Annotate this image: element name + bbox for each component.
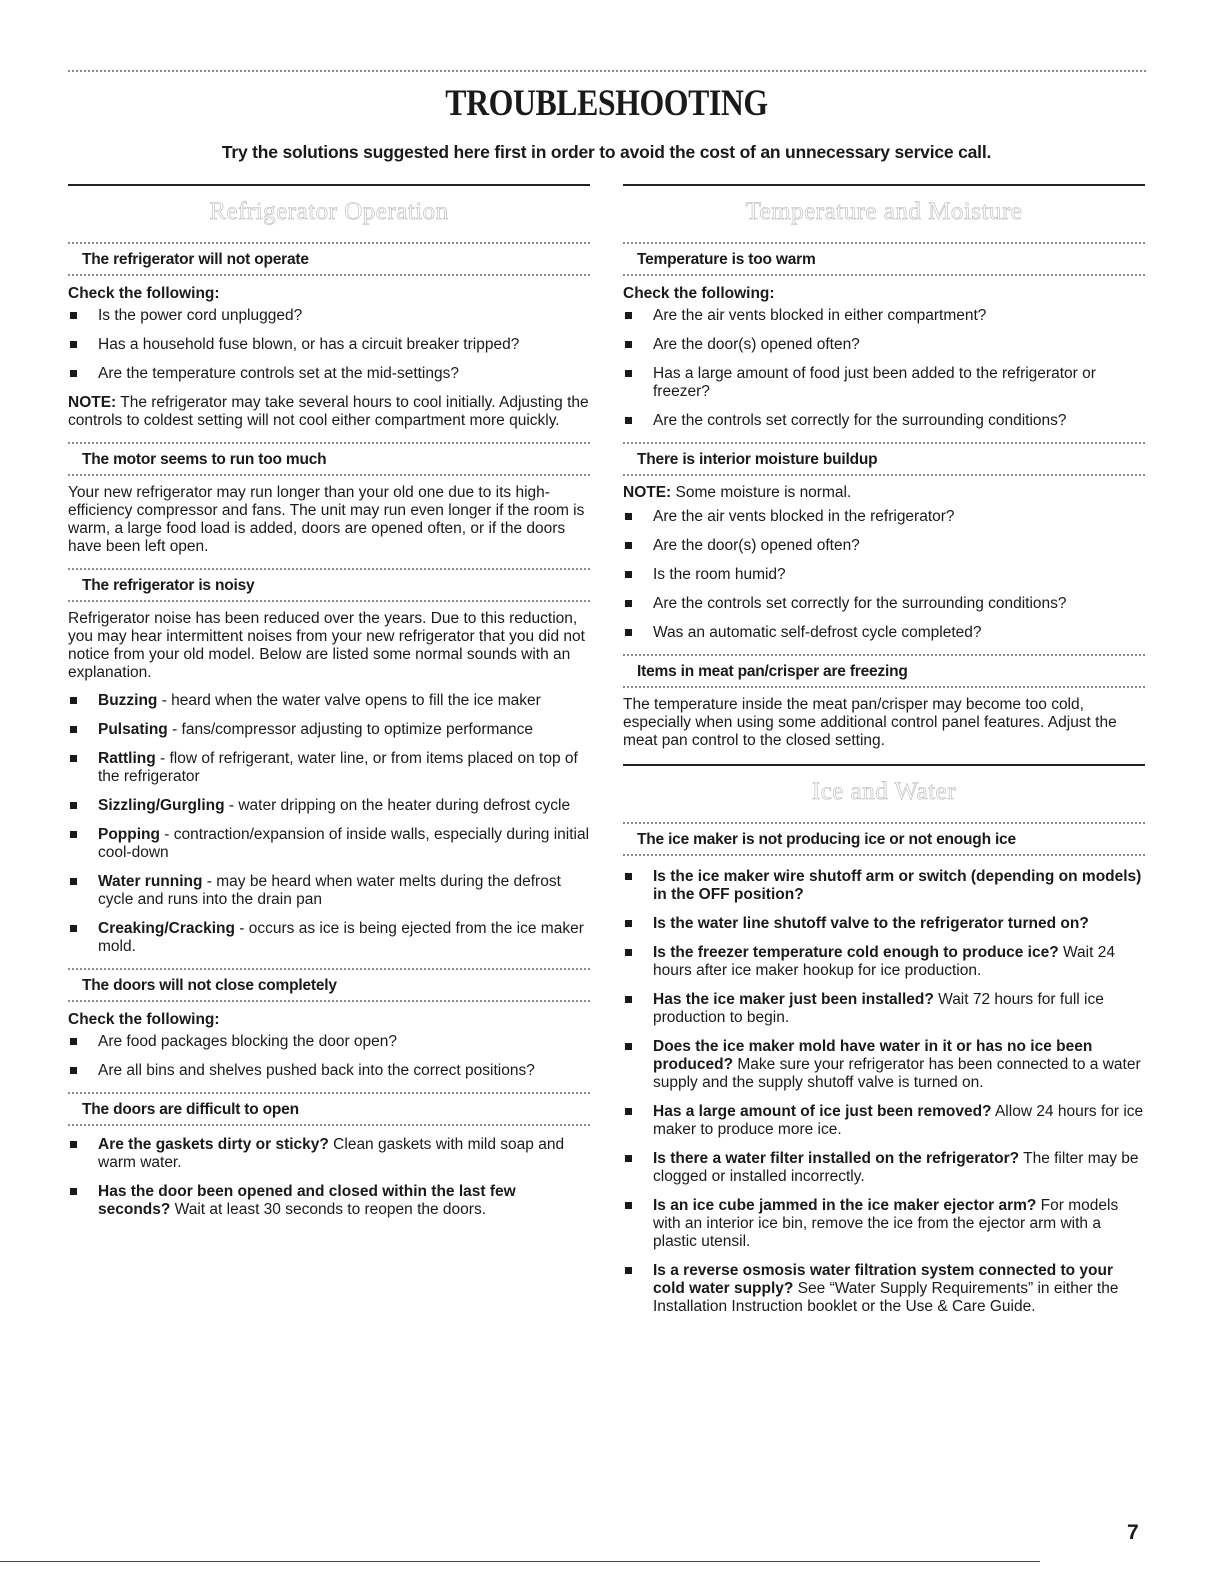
answer: The filter may be clogged or installed incorrectly. xyxy=(653,1150,1139,1185)
note-text: Some moisture is normal. xyxy=(671,484,852,501)
list-item xyxy=(68,692,590,710)
bullet-list xyxy=(68,1033,590,1080)
list-item xyxy=(68,920,590,956)
sound-desc: - water dripping on the heater during defrost cycle xyxy=(224,797,571,814)
sound-desc: - flow of refrigerant, water line, or from items placed on top of the refrigerator xyxy=(98,750,578,785)
list-item xyxy=(623,1103,1145,1139)
list-item: Are the temperature controls set at the mid-settings? xyxy=(68,365,590,383)
answer: Wait 72 hours for full ice production to begin. xyxy=(653,991,1104,1026)
top-dotted-rule xyxy=(68,70,1146,72)
list-item: Are food packages blocking the door open? xyxy=(68,1033,590,1051)
topic-heading: The doors are difficult to open xyxy=(68,1092,590,1126)
list-item xyxy=(623,991,1145,1027)
answer: See “Water Supply Requirements” in either the Installation Instruction booklet or the Use & Care Guide. xyxy=(653,1280,1119,1315)
sound-term: Sizzling/Gurgling xyxy=(98,797,225,814)
note-paragraph xyxy=(623,484,1145,502)
list-item xyxy=(68,826,590,862)
question: Are the gaskets dirty or sticky? xyxy=(98,1136,329,1153)
sound-term: Buzzing xyxy=(98,692,158,709)
topic-noisy xyxy=(68,568,590,956)
page-number: 7 xyxy=(1127,1521,1139,1544)
answer: Wait 24 hours after ice maker hookup for ice production. xyxy=(653,944,1115,979)
page-subtitle: Try the solutions suggested here first in order to avoid the cost of an unnecessary service call. xyxy=(221,142,992,162)
bullet-list xyxy=(68,692,590,956)
list-item: Are the door(s) opened often? xyxy=(623,537,1145,555)
sound-desc: - may be heard when water melts during the defrost cycle and runs into the drain pan xyxy=(98,873,561,908)
section-title: Ice and Water xyxy=(811,778,957,805)
topic-text: The temperature inside the meat pan/crisper may become too cold, especially when using some additional control panel features. Adjust the meat pan control to the closed setting. xyxy=(623,696,1117,749)
bullet-list xyxy=(623,508,1145,642)
list-item: Are the controls set correctly for the surrounding conditions? xyxy=(623,412,1145,430)
list-item: Are the door(s) opened often? xyxy=(623,336,1145,354)
note-paragraph xyxy=(68,394,590,430)
list-item: Are the air vents blocked in either compartment? xyxy=(623,307,1145,325)
list-item: Is the room humid? xyxy=(623,566,1145,584)
answer: Allow 24 hours for ice maker to produce more ice. xyxy=(653,1103,1144,1138)
topic-difficult-open xyxy=(68,1092,590,1219)
list-item xyxy=(623,1262,1145,1316)
list-item xyxy=(68,873,590,909)
topic-moisture xyxy=(623,442,1145,642)
list-item xyxy=(623,1197,1145,1251)
list-item xyxy=(623,915,1145,933)
sound-desc: - occurs as ice is being ejected from the ice maker mold. xyxy=(98,920,584,955)
section-title: Refrigerator Operation xyxy=(209,198,449,225)
page-title: TROUBLESHOOTING xyxy=(445,83,768,124)
list-item xyxy=(68,1136,590,1172)
section-header-ice-water xyxy=(623,764,1145,822)
bullet-list xyxy=(68,307,590,383)
list-item xyxy=(623,1150,1145,1186)
list-item: Was an automatic self-defrost cycle completed? xyxy=(623,624,1145,642)
topic-heading: The motor seems to run too much xyxy=(68,442,590,476)
list-item xyxy=(68,750,590,786)
question: Is the water line shutoff valve to the refrigerator turned on? xyxy=(653,915,1089,932)
topic-heading: Temperature is too warm xyxy=(623,242,1145,276)
topic-motor xyxy=(68,442,590,556)
bullet-list xyxy=(623,868,1145,1316)
list-item xyxy=(68,1183,590,1219)
check-label: Check the following: xyxy=(623,285,775,302)
sound-desc: - fans/compressor adjusting to optimize performance xyxy=(167,721,534,738)
topic-text: Refrigerator noise has been reduced over the years. Due to this reduction, you may hear intermittent noises from your new refrigerator that you did not notice from your old model. Below are listed some normal sounds with an explanation. xyxy=(68,610,585,681)
bottom-rule xyxy=(0,1561,1040,1562)
topic-heading: The refrigerator is noisy xyxy=(68,568,590,602)
list-item xyxy=(623,1038,1145,1092)
question: Has the ice maker just been installed? xyxy=(653,991,934,1008)
section-header-refrigerator-operation xyxy=(68,184,590,242)
left-column xyxy=(68,184,590,1230)
question: Is a reverse osmosis water filtration system connected to your cold water supply? xyxy=(653,1262,1113,1297)
question: Does the ice maker mold have water in it or has no ice been produced? xyxy=(653,1038,1093,1073)
answer: Clean gaskets with mild soap and warm water. xyxy=(98,1136,565,1171)
topic-ice-maker xyxy=(623,822,1145,1316)
right-column xyxy=(623,184,1145,1327)
topic-not-close xyxy=(68,968,590,1080)
question: Is there a water filter installed on the refrigerator? xyxy=(653,1150,1020,1167)
topic-heading: There is interior moisture buildup xyxy=(623,442,1145,476)
list-item xyxy=(623,868,1145,904)
topic-heading: The ice maker is not producing ice or not enough ice xyxy=(623,822,1145,856)
sound-desc: - heard when the water valve opens to fill the ice maker xyxy=(157,692,541,709)
list-item: Are the controls set correctly for the surrounding conditions? xyxy=(623,595,1145,613)
question: Has the door been opened and closed within the last few seconds? xyxy=(98,1183,516,1218)
sound-term: Creaking/Cracking xyxy=(98,920,235,937)
topic-heading: The refrigerator will not operate xyxy=(68,242,590,276)
check-label: Check the following: xyxy=(68,1011,220,1028)
bullet-list xyxy=(623,307,1145,430)
list-item: Is the power cord unplugged? xyxy=(68,307,590,325)
answer: For models with an interior ice bin, remove the ice from the ejector arm with a plastic utensil. xyxy=(653,1197,1119,1250)
note-label: NOTE: xyxy=(623,484,672,501)
note-label: NOTE: xyxy=(68,394,117,411)
topic-heading: The doors will not close completely xyxy=(68,968,590,1002)
list-item: Are the air vents blocked in the refrigerator? xyxy=(623,508,1145,526)
check-label: Check the following: xyxy=(68,285,220,302)
question: Has a large amount of ice just been removed? xyxy=(653,1103,992,1120)
sound-term: Water running xyxy=(98,873,203,890)
sound-desc: - contraction/expansion of inside walls, especially during initial cool-down xyxy=(98,826,590,861)
sound-term: Rattling xyxy=(98,750,156,767)
sound-term: Popping xyxy=(98,826,160,843)
bullet-list xyxy=(68,1136,590,1219)
list-item xyxy=(68,797,590,815)
topic-text: Your new refrigerator may run longer than your old one due to its high-efficiency compressor and fans. The unit may run even longer if the room is warm, a large food load is added, doors are opened often, or if the doors have been left open. xyxy=(68,484,585,555)
answer: Make sure your refrigerator has been connected to a water supply and the supply shutoff valve is turned on. xyxy=(653,1056,1141,1091)
topic-not-operate xyxy=(68,242,590,430)
question: Is the freezer temperature cold enough to produce ice? xyxy=(653,944,1059,961)
list-item: Has a household fuse blown, or has a circuit breaker tripped? xyxy=(68,336,590,354)
topic-heading: Items in meat pan/crisper are freezing xyxy=(623,654,1145,688)
question: Is the ice maker wire shutoff arm or switch (depending on models) in the OFF position? xyxy=(653,868,1142,903)
topic-too-warm xyxy=(623,242,1145,430)
answer: Wait at least 30 seconds to reopen the doors. xyxy=(170,1201,486,1218)
list-item xyxy=(623,944,1145,980)
list-item: Has a large amount of food just been added to the refrigerator or freezer? xyxy=(623,365,1145,401)
section-header-temperature-moisture xyxy=(623,184,1145,242)
section-title: Temperature and Moisture xyxy=(745,198,1023,225)
question: Is an ice cube jammed in the ice maker ejector arm? xyxy=(653,1197,1037,1214)
note-text: The refrigerator may take several hours to cool initially. Adjusting the controls to coldest setting will not cool either compartment more quickly. xyxy=(68,394,589,429)
sound-term: Pulsating xyxy=(98,721,168,738)
topic-freezing xyxy=(623,654,1145,750)
list-item xyxy=(68,721,590,739)
list-item: Are all bins and shelves pushed back into the correct positions? xyxy=(68,1062,590,1080)
